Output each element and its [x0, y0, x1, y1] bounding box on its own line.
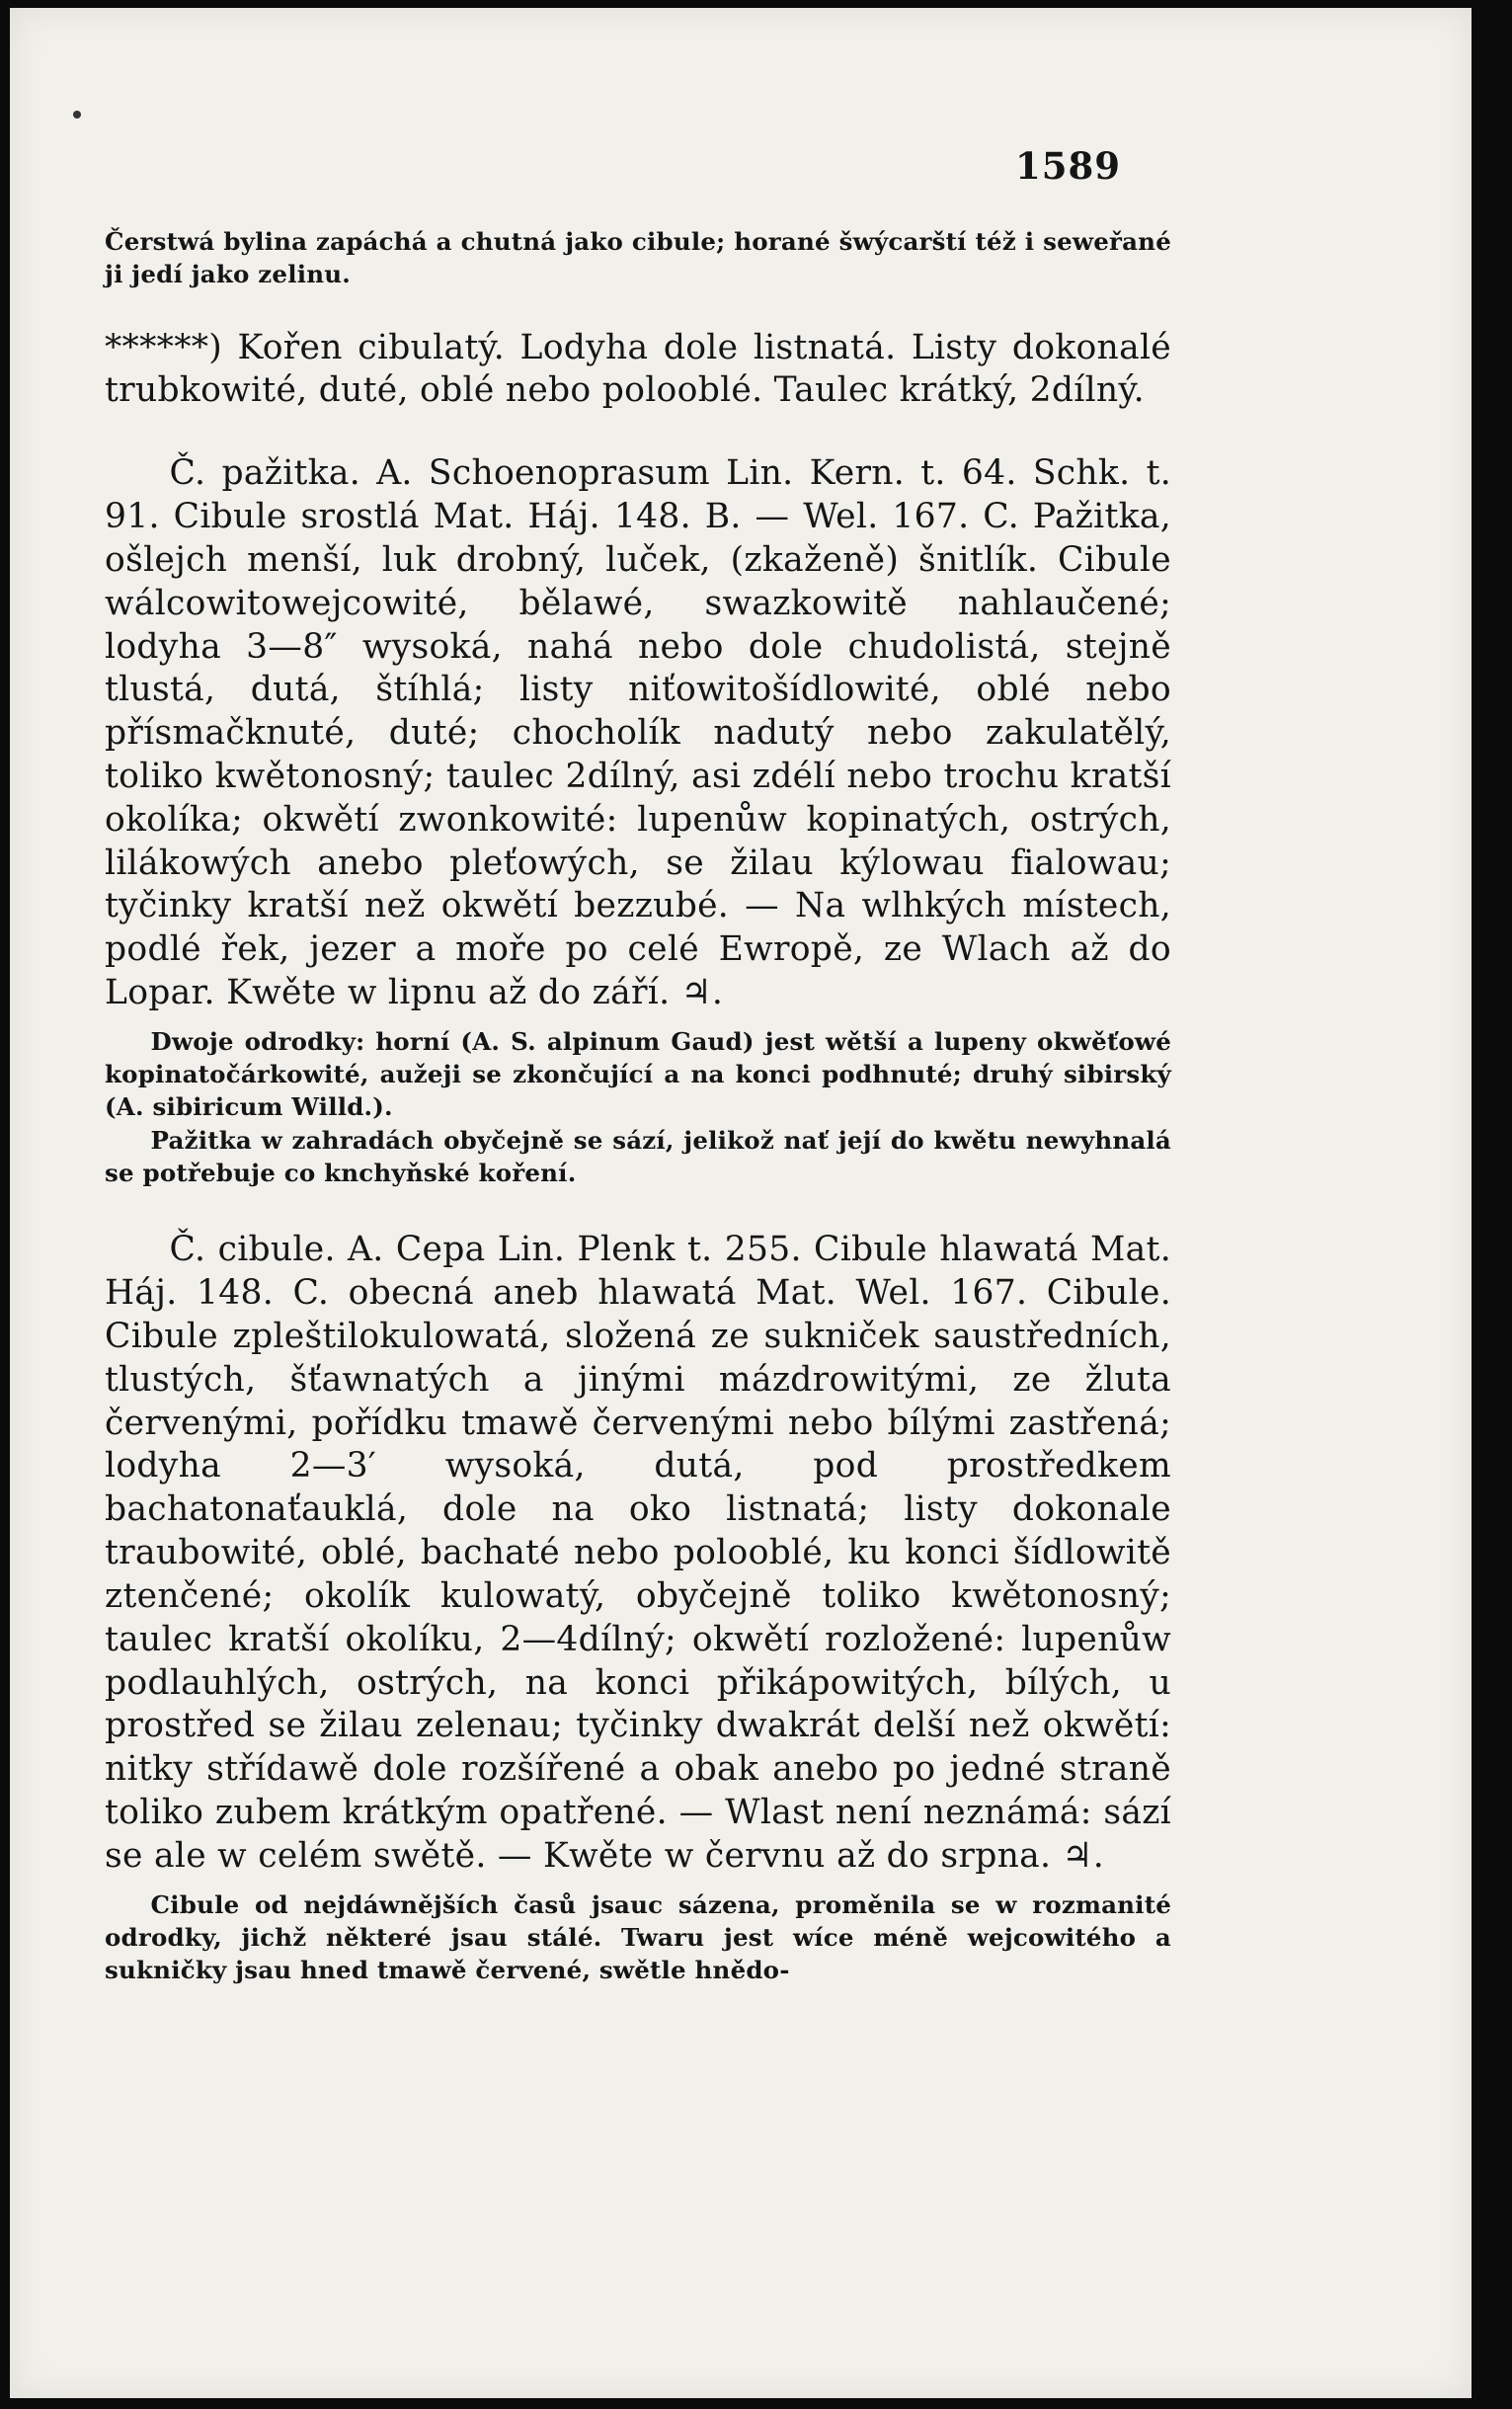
footnote-root-description: ******) Kořen cibulatý. Lodyha dole listnatá. Listy dokonalé trubkowité, duté, oblé nebo polooblé. Taulec krátký, 2dílný. [105, 327, 1171, 411]
note-cibule-varieties: Cibule od nejdáwnějších časů jsauc sázena, proměnila se w rozmanité odrodky, jichž některé jsau stálé. Twaru jest wíce méně wejcowitého a sukničky jsau hned tmawě červené, swětle hnědo- [105, 1889, 1171, 1985]
note-fresh-herb: Čerstwá bylina zapáchá a chutná jako cibule; horané šwýcarští též i seweřané ji jedí jako zelinu. [105, 227, 1171, 289]
page-body [105, 225, 1171, 1987]
entry-cibule: Č. cibule. A. Cepa Lin. Plenk t. 255. Cibule hlawatá Mat. Háj. 148. C. obecná aneb hlawatá Mat. Wel. 167. Cibule. Cibule zpleštilokulowatá, složená ze sukniček saustředních, tlustých, šťawnatých a jinými mázdrowitými, ze žluta červenými, pořídku tmawě červenými nebo bílými zastřená; lodyha 2—3′ wysoká, dutá, pod prostředkem bachatonaťauklá, dole na oko listnatá; listy dokonale traubowité, oblé, bachaté nebo polooblé, ku konci šídlowitě ztenčené; okolík kulowatý, obyčejně toliko kwětonosný; taulec kratší okolíku, 2—4dílný; okwětí rozložené: lupenůw podlauhlých, ostrých, na konci přikápowitých, bílých, u prostřed se žilau zelenau; tyčinky dwakrát delší než okwětí: nitky střídawě dole rozšířené a obak anebo po jedné straně toliko zubem krátkým opatřené. — Wlast není neznámá: sází se ale w celém swětě. — Kwěte w červnu až do srpna. ♃. [105, 1230, 1171, 1876]
entry-pazitka: Č. pažitka. A. Schoenoprasum Lin. Kern. t. 64. Schk. t. 91. Cibule srostlá Mat. Háj. 148. B. — Wel. 167. C. Pažitka, ošlejch menší, luk drobný, luček, (zkaženě) šnitlík. Cibule wálcowitowejcowité, bělawé, swazkowitě nahlaučené; lodyha 3—8″ wysoká, nahá nebo dole chudolistá, stejně tlustá, dutá, štíhlá; listy niťowitošídlowité, oblé nebo přísmačknuté, duté; chocholík nadutý nebo zakulatělý, toliko kwětonosný; taulec 2dílný, asi zdélí nebo trochu kratší okolíka; okwětí zwonkowité: lupenůw kopinatých, ostrých, lilákowých anebo pleťowých, se žilau kýlowau fialowau; tyčinky kratší než okwětí bezzubé. — Na wlhkých místech, podlé řek, jezer a moře po celé Ewropě, ze Wlach až do Lopar. Kwěte w lipnu až do září. ♃. [105, 453, 1171, 1012]
scan-edge [1472, 0, 1512, 2409]
page-number: 1589 [1015, 144, 1121, 188]
ink-speck [73, 111, 81, 119]
note-garden-use: Pažitka w zahradách obyčejně se sází, jelikož nať její do kwětu newyhnalá se potřebuje co knchyňské koření. [105, 1125, 1171, 1188]
note-varieties: Dwoje odrodky: horní (A. S. alpinum Gaud) jest wětší a lupeny okwěťowé kopinatočárkowité, aužeji se zkončující a na konci podhnuté; druhý sibirský (A. sibiricum Willd.). [105, 1026, 1171, 1122]
book-page [10, 8, 1472, 2398]
